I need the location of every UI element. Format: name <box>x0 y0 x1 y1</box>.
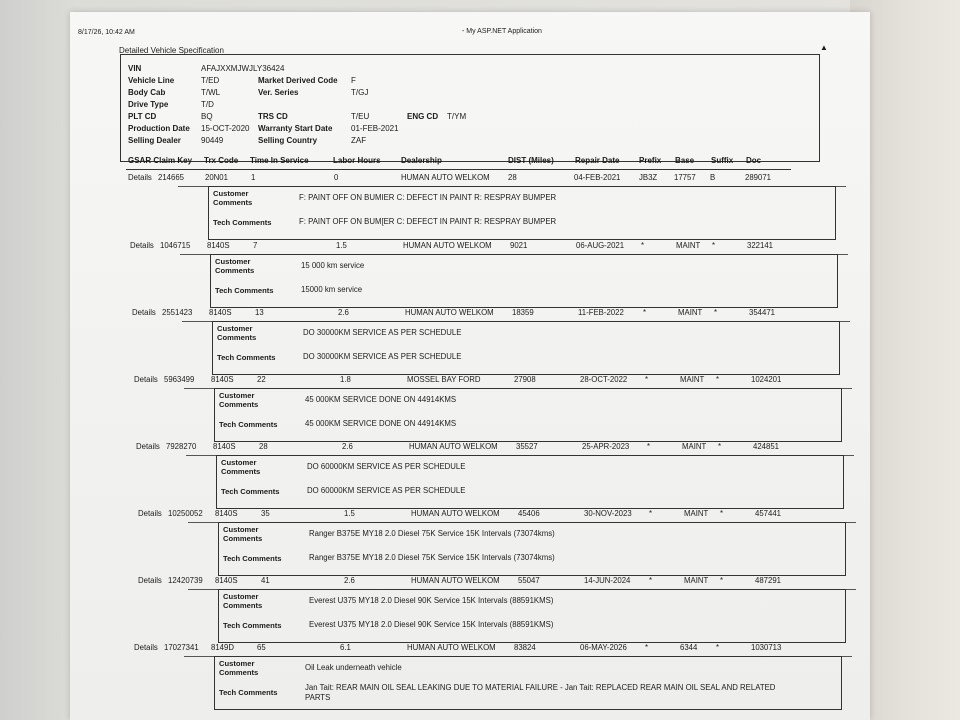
labor-hours: 1.5 <box>344 509 355 518</box>
dealership: HUMAN AUTO WELKOM <box>409 442 498 451</box>
prefix: * <box>641 241 645 250</box>
tech-comments-label: Tech Comments <box>221 487 280 496</box>
trx-code: 8140S <box>207 241 230 250</box>
doc-number: 424851 <box>753 442 780 451</box>
time-in-service: 1 <box>251 173 256 182</box>
base: MAINT <box>684 576 709 585</box>
customer-comments-label: Customer <box>213 189 249 198</box>
details-link[interactable]: Details <box>128 173 152 182</box>
claim-key: 5963499 <box>164 375 195 384</box>
warranty-start-label: Warranty Start Date <box>258 124 333 133</box>
comments-box <box>218 589 846 643</box>
doc-number: 289071 <box>745 173 772 182</box>
customer-comments-value: DO 60000KM SERVICE AS PER SCHEDULE <box>307 462 466 471</box>
trx-code: 20N01 <box>205 173 228 182</box>
claim-key: 7928270 <box>166 442 197 451</box>
base: 17757 <box>674 173 696 182</box>
customer-comments-value: DO 30000KM SERVICE AS PER SCHEDULE <box>303 328 462 337</box>
customer-comments-label: Customer <box>223 525 259 534</box>
doc-number: 1030713 <box>751 643 782 652</box>
customer-comments-label: Comments <box>223 534 263 543</box>
customer-comments-value: F: PAINT OFF ON BUMIER C: DEFECT IN PAINT R: RESPRAY BUMPER <box>299 193 557 202</box>
customer-comments-label: Customer <box>215 257 251 266</box>
suffix: * <box>716 375 720 384</box>
comments-box <box>208 186 836 240</box>
customer-comments-label: Comments <box>215 266 255 275</box>
base: MAINT <box>684 509 709 518</box>
dealership: HUMAN AUTO WELKOM <box>401 173 490 182</box>
customer-comments-value: 15 000 km service <box>301 261 365 270</box>
repair-date: 06-AUG-2021 <box>576 241 625 250</box>
customer-comments-label: Comments <box>219 668 259 677</box>
dealership: HUMAN AUTO WELKOM <box>411 576 500 585</box>
col-trx-code: Trx Code <box>204 156 239 165</box>
labor-hours: 2.6 <box>344 576 355 585</box>
comments-box <box>210 254 838 308</box>
dist-miles: 35527 <box>516 442 538 451</box>
tech-comments-label: Tech Comments <box>215 286 274 295</box>
time-in-service: 65 <box>257 643 266 652</box>
market-code-label: Market Derived Code <box>258 76 338 85</box>
base: MAINT <box>682 442 707 451</box>
vin-label: VIN <box>128 64 142 73</box>
details-link[interactable]: Details <box>134 375 158 384</box>
repair-date: 11-FEB-2022 <box>578 308 624 317</box>
vehicle-spec-box <box>120 54 820 162</box>
repair-date: 04-FEB-2021 <box>574 173 621 182</box>
doc-number: 354471 <box>749 308 776 317</box>
doc-number: 1024201 <box>751 375 782 384</box>
trx-code: 8140S <box>215 509 238 518</box>
col-repair-date: Repair Date <box>575 156 620 165</box>
details-link[interactable]: Details <box>132 308 156 317</box>
dealership: MOSSEL BAY FORD <box>407 375 481 384</box>
drive-type-label: Drive Type <box>128 100 169 109</box>
claim-key: 12420739 <box>168 576 203 585</box>
eng-cd-value: T/YM <box>447 112 467 121</box>
suffix: B <box>710 173 716 182</box>
prefix: JB3Z <box>639 173 658 182</box>
customer-comments-label: Comments <box>219 400 259 409</box>
claim-key: 17027341 <box>164 643 199 652</box>
doc-number: 457441 <box>755 509 782 518</box>
details-link[interactable]: Details <box>134 643 158 652</box>
trx-code: 8140S <box>213 442 236 451</box>
customer-comments-label: Customer <box>217 324 253 333</box>
vehicle-line-label: Vehicle Line <box>128 76 175 85</box>
ver-series-label: Ver. Series <box>258 88 299 97</box>
prefix: * <box>645 375 649 384</box>
time-in-service: 41 <box>261 576 270 585</box>
repair-date: 25-APR-2023 <box>582 442 630 451</box>
doc-number: 487291 <box>755 576 782 585</box>
base: MAINT <box>680 375 705 384</box>
app-title: - My ASP.NET Application <box>462 28 542 35</box>
tech-comments-label: Tech Comments <box>217 353 276 362</box>
tech-comments-value: F: PAINT OFF ON BUM[ER C: DEFECT IN PAINT R: RESPRAY BUMPER <box>299 217 557 226</box>
tech-comments-value-cont: PARTS <box>305 693 331 702</box>
repair-date: 28-OCT-2022 <box>580 375 628 384</box>
customer-comments-value: Ranger B375E MY18 2.0 Diesel 75K Service 15K Intervals (73074kms) <box>309 529 555 538</box>
selling-dealer-label: Selling Dealer <box>128 136 181 145</box>
prefix: * <box>647 442 651 451</box>
customer-comments-label: Customer <box>221 458 257 467</box>
ver-series-value: T/GJ <box>351 88 369 97</box>
caret-up-icon: ▲ <box>820 43 828 52</box>
plt-cd-label: PLT CD <box>128 112 157 121</box>
document-title: Detailed Vehicle Specification <box>119 46 224 55</box>
dist-miles: 9021 <box>510 241 528 250</box>
details-link[interactable]: Details <box>138 576 162 585</box>
production-date-label: Production Date <box>128 124 190 133</box>
dist-miles: 55047 <box>518 576 540 585</box>
base: 6344 <box>680 643 698 652</box>
claim-key: 214665 <box>158 173 185 182</box>
customer-comments-value: Oil Leak underneath vehicle <box>305 663 402 672</box>
selling-dealer-value: 90449 <box>201 136 224 145</box>
selling-country-value: ZAF <box>351 136 367 145</box>
eng-cd-label: ENG CD <box>407 112 439 121</box>
body-cab-value: T/WL <box>201 88 221 97</box>
printed-page <box>70 12 870 720</box>
col-base: Base <box>675 156 695 165</box>
comments-box <box>214 388 842 442</box>
details-link[interactable]: Details <box>130 241 154 250</box>
customer-comments-label: Comments <box>221 467 261 476</box>
claims-column-headers <box>126 154 791 170</box>
col-time-in-service: Time In Service <box>250 156 309 165</box>
claim-key: 10250052 <box>168 509 203 518</box>
tech-comments-value: DO 60000KM SERVICE AS PER SCHEDULE <box>307 486 466 495</box>
dealership: HUMAN AUTO WELKOM <box>411 509 500 518</box>
time-in-service: 7 <box>253 241 258 250</box>
tech-comments-label: Tech Comments <box>213 218 272 227</box>
tech-comments-value: 15000 km service <box>301 285 363 294</box>
claim-key: 2551423 <box>162 308 193 317</box>
repair-date: 30-NOV-2023 <box>584 509 632 518</box>
prefix: * <box>643 308 647 317</box>
dist-miles: 18359 <box>512 308 534 317</box>
comments-box <box>212 321 840 375</box>
dealership: HUMAN AUTO WELKOM <box>407 643 496 652</box>
prefix: * <box>649 576 653 585</box>
dist-miles: 45406 <box>518 509 540 518</box>
col-labor-hours: Labor Hours <box>333 156 381 165</box>
suffix: * <box>720 576 724 585</box>
labor-hours: 1.8 <box>340 375 351 384</box>
col-prefix: Prefix <box>639 156 662 165</box>
doc-number: 322141 <box>747 241 774 250</box>
production-date-value: 15-OCT-2020 <box>201 124 250 133</box>
tech-comments-value: Ranger B375E MY18 2.0 Diesel 75K Service 15K Intervals (73074kms) <box>309 553 555 562</box>
suffix: * <box>718 442 722 451</box>
customer-comments-label: Comments <box>213 198 253 207</box>
trs-cd-value: T/EU <box>351 112 370 121</box>
dealership: HUMAN AUTO WELKOM <box>405 308 494 317</box>
dist-miles: 27908 <box>514 375 536 384</box>
suffix: * <box>716 643 720 652</box>
col-doc: Doc <box>746 156 762 165</box>
prefix: * <box>649 509 653 518</box>
trx-code: 8140S <box>209 308 232 317</box>
prefix: * <box>645 643 649 652</box>
tech-comments-label: Tech Comments <box>219 688 278 697</box>
print-datetime: 8/17/26, 10:42 AM <box>78 29 135 36</box>
trx-code: 8149D <box>211 643 234 652</box>
tech-comments-value: 45 000KM SERVICE DONE ON 44914KMS <box>305 419 457 428</box>
base: MAINT <box>678 308 703 317</box>
base: MAINT <box>676 241 701 250</box>
labor-hours: 6.1 <box>340 643 351 652</box>
dist-miles: 83824 <box>514 643 536 652</box>
labor-hours: 0 <box>334 173 339 182</box>
col-dist-miles: DIST (Miles) <box>508 156 554 165</box>
tech-comments-label: Tech Comments <box>223 621 282 630</box>
customer-comments-label: Comments <box>217 333 257 342</box>
time-in-service: 28 <box>259 442 268 451</box>
customer-comments-label: Customer <box>219 659 255 668</box>
customer-comments-value: 45 000KM SERVICE DONE ON 44914KMS <box>305 395 457 404</box>
col-gsar-claim-key: GSAR Claim Key <box>128 156 193 165</box>
labor-hours: 1.5 <box>336 241 347 250</box>
repair-date: 06-MAY-2026 <box>580 643 627 652</box>
body-cab-label: Body Cab <box>128 88 166 97</box>
selling-country-label: Selling Country <box>258 136 318 145</box>
labor-hours: 2.6 <box>342 442 353 451</box>
suffix: * <box>712 241 716 250</box>
trx-code: 8140S <box>215 576 238 585</box>
comments-box <box>218 522 846 576</box>
warranty-start-value: 01-FEB-2021 <box>351 124 399 133</box>
tech-comments-value: DO 30000KM SERVICE AS PER SCHEDULE <box>303 352 462 361</box>
tech-comments-value: Everest U375 MY18 2.0 Diesel 90K Service 15K Intervals (88591KMS) <box>309 620 554 629</box>
time-in-service: 35 <box>261 509 270 518</box>
vehicle-line-value: T/ED <box>201 76 220 85</box>
trs-cd-label: TRS CD <box>258 112 288 121</box>
repair-date: 14-JUN-2024 <box>584 576 631 585</box>
col-suffix: Suffix <box>711 156 734 165</box>
customer-comments-label: Comments <box>223 601 263 610</box>
comments-box <box>214 656 842 710</box>
labor-hours: 2.6 <box>338 308 349 317</box>
plt-cd-value: BQ <box>201 112 213 121</box>
trx-code: 8140S <box>211 375 234 384</box>
comments-box <box>216 455 844 509</box>
drive-type-value: T/D <box>201 100 214 109</box>
dealership: HUMAN AUTO WELKOM <box>403 241 492 250</box>
tech-comments-value: Jan Tait: REAR MAIN OIL SEAL LEAKING DUE TO MATERIAL FAILURE - Jan Tait: REPLACED REAR MAIN OIL SEAL AND RELATED <box>305 683 776 692</box>
details-link[interactable]: Details <box>138 509 162 518</box>
market-code-value: F <box>351 76 356 85</box>
dist-miles: 28 <box>508 173 517 182</box>
customer-comments-value: Everest U375 MY18 2.0 Diesel 90K Service 15K Intervals (88591KMS) <box>309 596 554 605</box>
suffix: * <box>714 308 718 317</box>
tech-comments-label: Tech Comments <box>219 420 278 429</box>
time-in-service: 13 <box>255 308 264 317</box>
suffix: * <box>720 509 724 518</box>
claim-key: 1046715 <box>160 241 191 250</box>
tech-comments-label: Tech Comments <box>223 554 282 563</box>
vin-value: AFAJXXMJWJLY36424 <box>201 64 285 73</box>
col-dealership: Dealership <box>401 156 442 165</box>
customer-comments-label: Customer <box>223 592 259 601</box>
details-link[interactable]: Details <box>136 442 160 451</box>
customer-comments-label: Customer <box>219 391 255 400</box>
time-in-service: 22 <box>257 375 266 384</box>
